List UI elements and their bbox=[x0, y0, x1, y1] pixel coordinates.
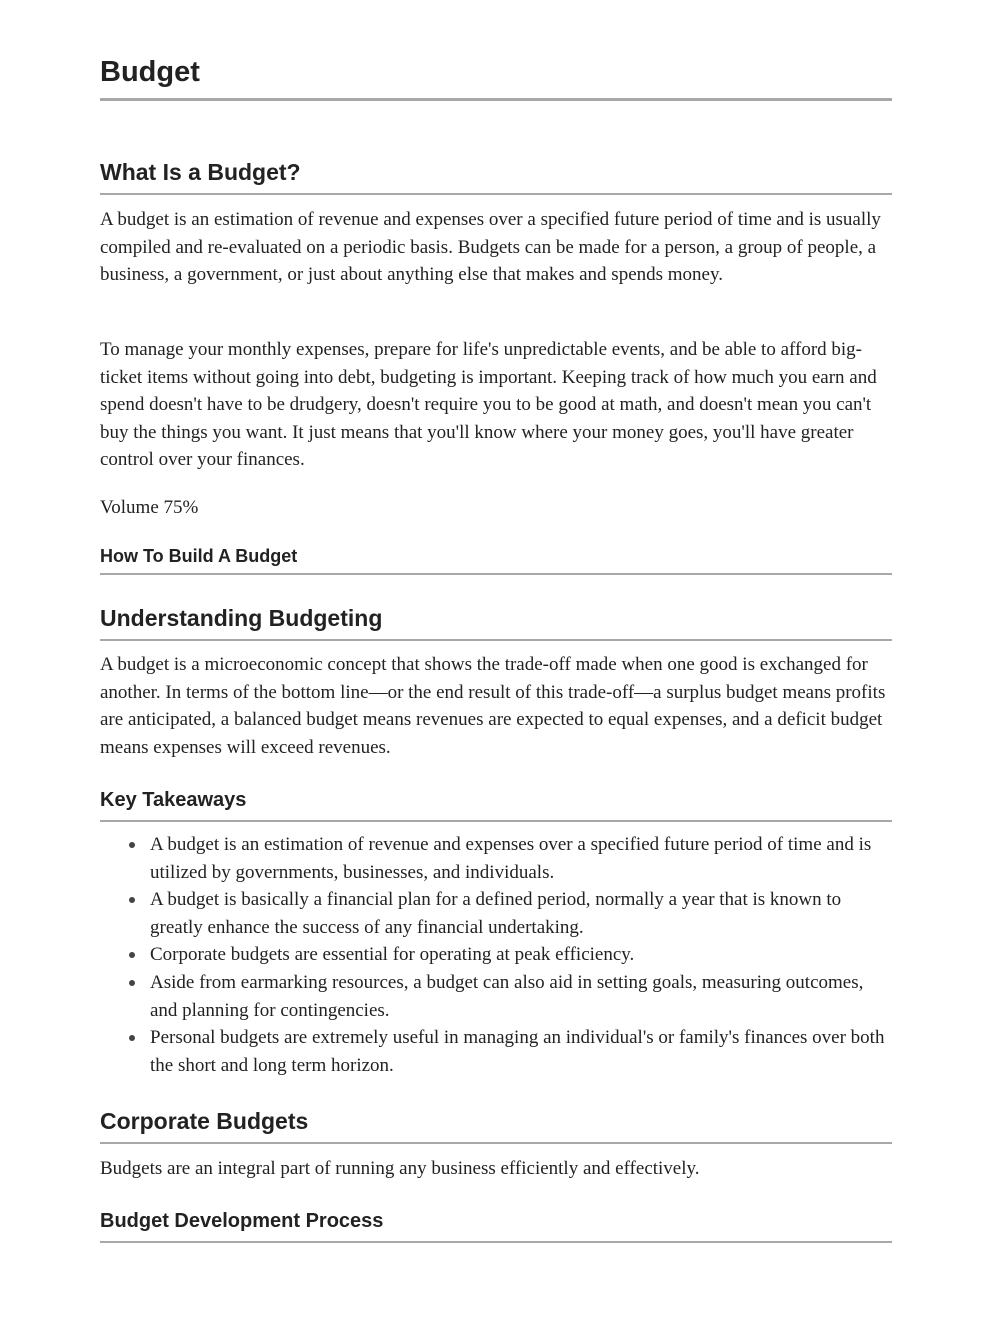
section-budget-development-process bbox=[100, 1207, 892, 1243]
bullet-icon bbox=[129, 952, 135, 958]
paragraph bbox=[100, 336, 892, 474]
section-heading: What Is a Budget? bbox=[100, 157, 892, 195]
bullet-icon bbox=[129, 980, 135, 986]
list-item-text: Personal budgets are extremely useful in managing an individual's or family's finances over both the short and long term horizon. bbox=[150, 1027, 885, 1076]
section-heading: Key Takeaways bbox=[100, 786, 892, 822]
section-key-takeaways bbox=[100, 786, 892, 822]
video-title-heading[interactable]: How To Build A Budget bbox=[100, 543, 892, 575]
bullet-icon bbox=[129, 842, 135, 848]
volume-label bbox=[100, 494, 892, 522]
list-item bbox=[150, 1024, 892, 1079]
list-item bbox=[150, 969, 892, 1024]
list-item-text: A budget is basically a financial plan for a defined period, normally a year that is known to greatly enhance the success of any financial undertaking. bbox=[150, 889, 842, 938]
section-what-is-a-budget bbox=[100, 157, 892, 195]
section-corporate-budgets bbox=[100, 1106, 892, 1144]
bullet-icon bbox=[129, 1035, 135, 1041]
paragraph-text: A budget is a microeconomic concept that shows the trade-off made when one good is exchanged for another. In terms of the bottom line—or the end result of this trade-off—a surplus budget means profits are anticipated, a balanced budget means revenues are expected to equal expenses, and a deficit budget means expenses will exceed revenues. bbox=[100, 654, 886, 758]
paragraph bbox=[100, 1155, 892, 1183]
list-item-text: Corporate budgets are essential for operating at peak efficiency. bbox=[150, 944, 635, 966]
section-understanding-budgeting bbox=[100, 603, 892, 641]
list-item bbox=[150, 886, 892, 941]
section-heading: Corporate Budgets bbox=[100, 1106, 892, 1144]
section-subheading: Budget Development Process bbox=[100, 1207, 892, 1243]
video-title[interactable] bbox=[100, 543, 892, 575]
paragraph-text: Budgets are an integral part of running any business efficiently and effectively. bbox=[100, 1158, 700, 1179]
paragraph bbox=[100, 206, 892, 289]
page-title: Budget bbox=[100, 52, 892, 101]
paragraph bbox=[100, 651, 892, 761]
list-item bbox=[150, 831, 892, 886]
paragraph-text: To manage your monthly expenses, prepare for life's unpredictable events, and be able to afford big-ticket items without going into debt, budgeting is important. Keeping track of how much you earn and spend doesn't have to be drudgery, doesn't require you to be good at math, and doesn't mean you can't buy the things you want. It just means that you'll know where your money goes, you'll have greater control over your finances. bbox=[100, 339, 877, 471]
volume-text: Volume 75% bbox=[100, 497, 199, 518]
takeaways-list bbox=[100, 831, 892, 1079]
paragraph-text: A budget is an estimation of revenue and expenses over a specified future period of time and is usually compiled and re-evaluated on a periodic basis. Budgets can be made for a person, a group of people, a business, a government, or just about anything else that makes and spends money. bbox=[100, 209, 881, 286]
bullet-list bbox=[100, 831, 892, 1079]
section-heading: Understanding Budgeting bbox=[100, 603, 892, 641]
list-item bbox=[150, 941, 892, 969]
list-item-text: A budget is an estimation of revenue and expenses over a specified future period of time and is utilized by governments, businesses, and individuals. bbox=[150, 834, 872, 883]
list-item-text: Aside from earmarking resources, a budget can also aid in setting goals, measuring outcomes, and planning for contingencies. bbox=[150, 971, 864, 1021]
bullet-icon bbox=[129, 897, 135, 903]
